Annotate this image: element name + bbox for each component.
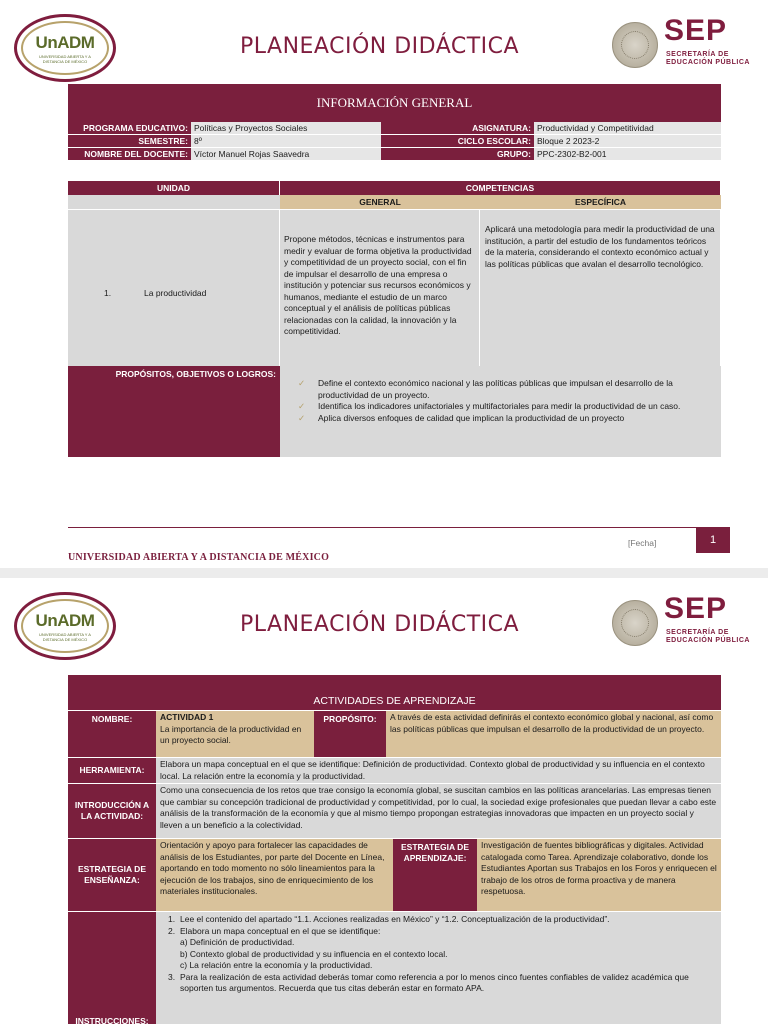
footer-date: [Fecha] (628, 538, 657, 548)
herramienta-value: Elabora un mapa conceptual en el que se identifique: Definición de productividad. Contexto global de productividad y su influencia en el contexto local. La relación entre la economía y la productividad. (156, 758, 721, 783)
nombre-row (68, 710, 721, 757)
instrucciones-row (68, 911, 721, 1024)
unidad-header: UNIDAD (68, 181, 280, 195)
page-number: 1 (696, 527, 730, 553)
sub-item: c) La relación entre la economía y la productividad. (180, 960, 373, 970)
item-text: Elabora un mapa conceptual en el que se identifique: (180, 925, 381, 936)
page-title: PLANEACIÓN DIDÁCTICA (240, 34, 520, 59)
introduccion-row (68, 783, 721, 838)
list-item (298, 413, 717, 425)
unidad-subheader-blank (68, 195, 280, 209)
instrucciones-label: INSTRUCCIONES: (68, 912, 156, 1024)
proposito-value: A través de esta actividad definirás el contexto económico global y nacional, así como las políticas públicas que impulsan el desarrollo de la productividad de un proyecto. (386, 711, 721, 757)
semestre-value: 8º (191, 135, 381, 148)
list-item (298, 401, 717, 413)
item-text: Lee el contenido del apartado “1.1. Acciones realizadas en México” y “1.2. Conceptualización de la productividad”. (180, 914, 610, 924)
asignatura-label: ASIGNATURA: (381, 122, 534, 135)
actividades-table (68, 675, 721, 1024)
general-header: GENERAL (280, 195, 480, 209)
ensenanza-value: Orientación y apoyo para fortalecer las capacidades de análisis de los Estudiantes, por parte del Docente en Línea, aportando en todo momento no sólo lineamientos para la ejecución de los trabajos, sino de enriquecimiento de los materiales institucionales. (156, 839, 393, 911)
unadm-logo-subtext: UNIVERSIDAD ABIERTA Y A DISTANCIA DE MÉXICO (39, 631, 91, 642)
programa-label: PROGRAMA EDUCATIVO: (68, 122, 191, 135)
grupo-label: GRUPO: (381, 148, 534, 161)
ciclo-value: Bloque 2 2023-2 (534, 135, 721, 148)
competencias-body-row (68, 209, 721, 377)
especifica-header: ESPECÍFICA (480, 195, 721, 209)
ensenanza-label: ESTRATEGIA DE ENSEÑANZA: (68, 839, 156, 911)
sep-sub-line-2: EDUCACIÓN PÚBLICA (666, 59, 750, 66)
asignatura-value: Productividad y Competitividad (534, 122, 721, 135)
list-item (168, 926, 717, 938)
docente-value: Víctor Manuel Rojas Saavedra (191, 148, 381, 161)
competencias-subheader-row (68, 195, 721, 209)
page-2 (0, 578, 768, 1024)
unadm-logo (14, 592, 116, 660)
list-item (168, 972, 717, 995)
sep-logo-text: SEP (664, 592, 728, 625)
unadm-logo-text: UnADM (35, 610, 95, 630)
sep-logo-subtext (666, 629, 750, 645)
competencias-header-row (68, 181, 721, 195)
actividad-cell (156, 711, 314, 757)
proposito-text: Aplica diversos enfoques de calidad que implican la productividad de un proyecto (318, 412, 625, 423)
unadm-logo-subtext: UNIVERSIDAD ABIERTA Y A DISTANCIA DE MÉXICO (39, 53, 91, 64)
unadm-logo (14, 14, 116, 82)
aprendizaje-value: Investigación de fuentes bibliográficas y digitales. Actividad catalogada como Tarea. Aprendizaje colaborativo, donde los Estudiantes Aportan sus Trabajos en los Foros y enriquecen el trabajo de los otros de forma proactiva y de manera respetuosa. (477, 839, 721, 911)
ciclo-label: CICLO ESCOLAR: (381, 135, 534, 148)
propositos-label: PROPÓSITOS, OBJETIVOS O LOGROS: (68, 366, 280, 457)
general-info-heading: INFORMACIÓN GENERAL (68, 84, 721, 122)
docente-label: NOMBRE DEL DOCENTE: (68, 148, 191, 161)
propositos-row (68, 366, 721, 457)
sub-item: b) Contexto global de productividad y su influencia en el contexto local. (180, 948, 448, 959)
checkmark-icon: ✓ (298, 378, 306, 388)
general-info-grid (68, 122, 721, 161)
introduccion-label: INTRODUCCIÓN A LA ACTIVIDAD: (68, 784, 156, 838)
sep-logo-subtext (666, 51, 750, 67)
competencias-table (68, 181, 721, 377)
proposito-text: Identifica los indicadores unifactoriales y multifactoriales para medir la productividad de un caso. (318, 401, 681, 411)
competencia-general: Propone métodos, técnicas e instrumentos para medir y evaluar de forma objetiva la productividad y competitividad de un proyecto social, con el fin de impulsar el desarrollo de una empresa o institución y potenciar sus recursos económicos y humanos, mediante el estudio de un marco conceptual y el análisis de políticas públicas relacionadas con la calidad, la innovación y la competitividad. (280, 209, 480, 377)
semestre-label: SEMESTRE: (68, 135, 191, 148)
item-number: 3. (168, 971, 176, 982)
sub-item: a) Definición de productividad. (180, 937, 295, 947)
herramienta-row (68, 757, 721, 783)
actividades-heading: ACTIVIDADES DE APRENDIZAJE (68, 675, 721, 710)
competencia-especifica: Aplicará una metodología para medir la productividad de una institución, a partir del estudio de los fundamentos teóricos de la materia, considerando el contexto económico actual y las políticas públicas que avalan el desarrollo tecnológico. (480, 209, 721, 377)
sep-logo-text: SEP (664, 14, 728, 47)
general-info-table (68, 84, 721, 161)
actividad-description: La importancia de la productividad en un proyecto social. (160, 723, 302, 745)
competencias-header: COMPETENCIAS (280, 181, 721, 195)
aprendizaje-label: ESTRATEGIA DE APRENDIZAJE: (393, 839, 477, 911)
footer-divider (68, 527, 696, 528)
unidad-name: La productividad (144, 287, 207, 298)
checkmark-icon: ✓ (298, 401, 306, 411)
proposito-text: Define el contexto económico nacional y las políticas públicas que impulsan el desarrollo de la productividad de un proyecto. (318, 378, 673, 400)
nombre-label: NOMBRE: (68, 711, 156, 757)
introduccion-value: Como una consecuencia de los retos que trae consigo la economía global, se suscitan cambios en las políticas arancelarias. Las empresas tienen que cambiar su concepción tradicional de productividad y competitividad, por lo cual, la sociedad exige profesionales que puedan llevar a cabo este análisis de la transformación de la economía y que al mismo tiempo propongan estrategias innovadoras que impacten en un proyecto social y lleven a un beneficio a la colectividad. (156, 784, 721, 838)
unidad-cell (68, 209, 280, 377)
item-number: 1. (168, 914, 176, 924)
unidad-number: 1. (104, 287, 112, 298)
sep-sub-line-2: EDUCACIÓN PÚBLICA (666, 637, 750, 644)
grupo-value: PPC-2302-B2-001 (534, 148, 721, 161)
mexico-seal-icon (612, 22, 658, 68)
list-item (298, 378, 717, 401)
footer-university: UNIVERSIDAD ABIERTA Y A DISTANCIA DE MÉXICO (68, 552, 330, 563)
page-title: PLANEACIÓN DIDÁCTICA (240, 612, 520, 637)
seal-inner (621, 609, 649, 637)
propositos-list (280, 366, 721, 457)
instrucciones-list (156, 912, 721, 1024)
item-number: 2. (168, 925, 176, 936)
estrategias-row (68, 838, 721, 911)
item-text: Para la realización de esta actividad deberás tomar como referencia a por lo menos cinco fuentes confiables de validez académica que soporten tus argumentos. Recuerda que tus citas deberán estar en formato APA. (180, 971, 689, 993)
sep-sub-line-1: SECRETARÍA DE (666, 51, 729, 58)
proposito-label: PROPÓSITO: (314, 711, 386, 757)
sep-sub-line-1: SECRETARÍA DE (666, 629, 729, 636)
actividad-title: ACTIVIDAD 1 (160, 712, 214, 722)
programa-value: Políticas y Proyectos Sociales (191, 122, 381, 135)
unadm-logo-text: UnADM (35, 32, 95, 52)
seal-inner (621, 31, 649, 59)
checkmark-icon: ✓ (298, 412, 306, 423)
list-item (168, 914, 717, 926)
mexico-seal-icon (612, 600, 658, 646)
herramienta-label: HERRAMIENTA: (68, 758, 156, 783)
